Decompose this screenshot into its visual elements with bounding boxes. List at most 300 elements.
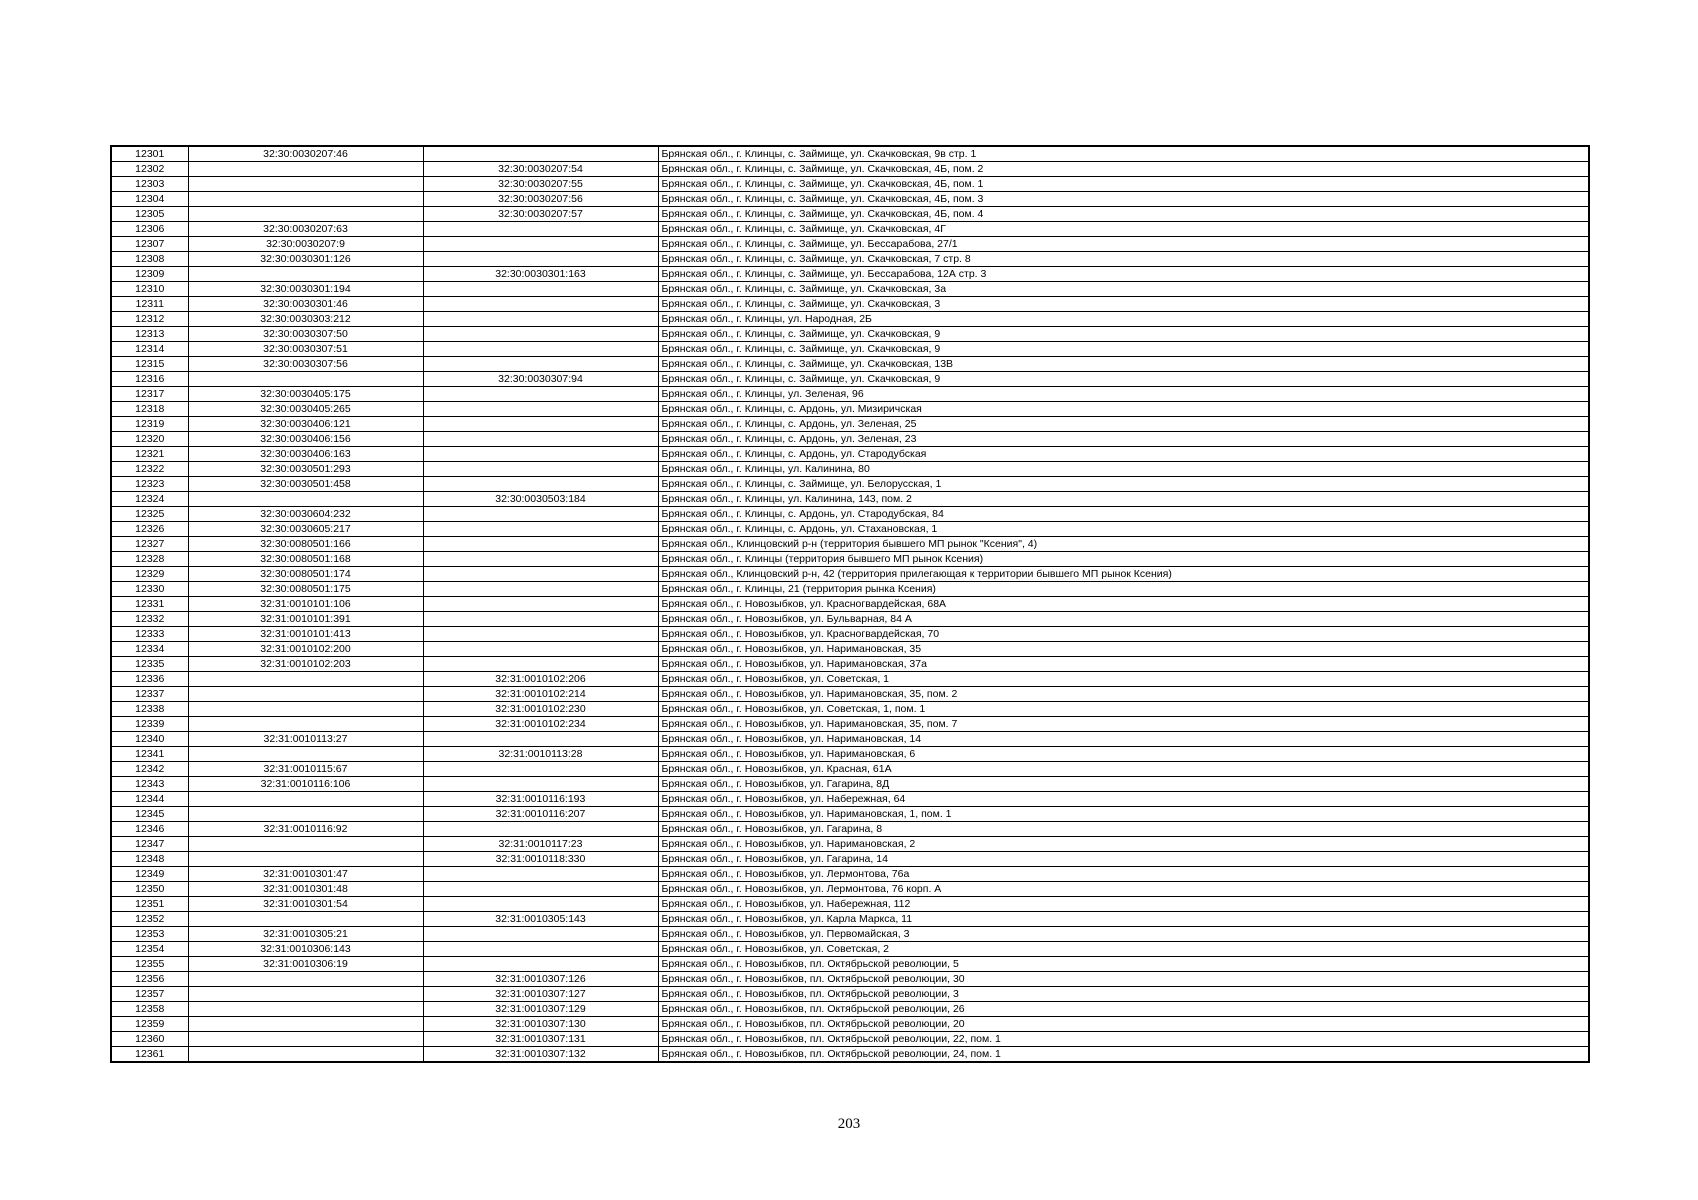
cadastral-number-cell: 32:30:0030207:63: [188, 222, 423, 237]
row-number-cell: 12322: [111, 462, 188, 477]
row-number-cell: 12333: [111, 627, 188, 642]
row-number-cell: 12325: [111, 507, 188, 522]
row-number-cell: 12344: [111, 792, 188, 807]
row-number-cell: 12352: [111, 912, 188, 927]
row-number-cell: 12309: [111, 267, 188, 282]
cadastral-number-cell: 32:30:0030406:163: [188, 447, 423, 462]
cadastral-number-alt-cell: [423, 462, 658, 477]
cadastral-number-alt-cell: 32:31:0010113:28: [423, 747, 658, 762]
table-row: [111, 972, 1589, 987]
cadastral-number-alt-cell: 32:31:0010116:207: [423, 807, 658, 822]
row-number-cell: 12314: [111, 342, 188, 357]
cadastral-number-alt-cell: [423, 417, 658, 432]
row-number-cell: 12320: [111, 432, 188, 447]
cadastral-number-cell: 32:31:0010101:106: [188, 597, 423, 612]
row-number-cell: 12347: [111, 837, 188, 852]
table-row: [111, 162, 1589, 177]
cadastral-number-alt-cell: 32:30:0030503:184: [423, 492, 658, 507]
address-cell: Брянская обл., г. Клинцы, с. Займище, ул. Скачковская, 9: [658, 327, 1589, 342]
address-cell: Брянская обл., г. Новозыбков, пл. Октябрьской революции, 5: [658, 957, 1589, 972]
row-number-cell: 12358: [111, 1002, 188, 1017]
table-row: [111, 942, 1589, 957]
cadastral-number-alt-cell: [423, 537, 658, 552]
address-cell: Брянская обл., г. Клинцы, ул. Зеленая, 96: [658, 387, 1589, 402]
cadastral-number-cell: 32:30:0030303:212: [188, 312, 423, 327]
table-row: [111, 882, 1589, 897]
row-number-cell: 12326: [111, 522, 188, 537]
cadastral-number-alt-cell: [423, 312, 658, 327]
table-row: [111, 867, 1589, 882]
address-cell: Брянская обл., г. Клинцы, с. Ардонь, ул. Зеленая, 23: [658, 432, 1589, 447]
table-row: [111, 957, 1589, 972]
address-cell: Брянская обл., г. Клинцы, с. Займище, ул. Скачковская, 3а: [658, 282, 1589, 297]
cadastral-number-cell: 32:30:0030405:265: [188, 402, 423, 417]
row-number-cell: 12332: [111, 612, 188, 627]
row-number-cell: 12331: [111, 597, 188, 612]
cadastral-number-alt-cell: [423, 237, 658, 252]
table-row: [111, 897, 1589, 912]
address-cell: Брянская обл., г. Клинцы, с. Займище, ул. Скачковская, 9: [658, 342, 1589, 357]
cadastral-number-cell: [188, 1032, 423, 1047]
cadastral-number-cell: 32:31:0010305:21: [188, 927, 423, 942]
row-number-cell: 12307: [111, 237, 188, 252]
row-number-cell: 12328: [111, 552, 188, 567]
address-cell: Брянская обл., г. Новозыбков, пл. Октябрьской революции, 20: [658, 1017, 1589, 1032]
cadastral-number-alt-cell: 32:30:0030307:94: [423, 372, 658, 387]
cadastral-number-alt-cell: 32:30:0030207:55: [423, 177, 658, 192]
row-number-cell: 12359: [111, 1017, 188, 1032]
address-cell: Брянская обл., г. Клинцы, с. Ардонь, ул. Стародубская: [658, 447, 1589, 462]
table-row: [111, 912, 1589, 927]
registry-table-body: [111, 146, 1589, 1062]
cadastral-number-alt-cell: [423, 252, 658, 267]
row-number-cell: 12350: [111, 882, 188, 897]
row-number-cell: 12351: [111, 897, 188, 912]
table-row: [111, 297, 1589, 312]
cadastral-number-alt-cell: 32:31:0010307:130: [423, 1017, 658, 1032]
row-number-cell: 12361: [111, 1047, 188, 1063]
row-number-cell: 12316: [111, 372, 188, 387]
cadastral-number-cell: 32:31:0010301:47: [188, 867, 423, 882]
cadastral-number-alt-cell: 32:31:0010307:129: [423, 1002, 658, 1017]
cadastral-number-alt-cell: 32:31:0010102:230: [423, 702, 658, 717]
row-number-cell: 12319: [111, 417, 188, 432]
table-row: [111, 687, 1589, 702]
row-number-cell: 12338: [111, 702, 188, 717]
table-row: [111, 417, 1589, 432]
cadastral-number-alt-cell: 32:31:0010307:132: [423, 1047, 658, 1063]
address-cell: Брянская обл., г. Новозыбков, ул. Советская, 1, пом. 1: [658, 702, 1589, 717]
row-number-cell: 12303: [111, 177, 188, 192]
address-cell: Брянская обл., г. Новозыбков, пл. Октябрьской революции, 3: [658, 987, 1589, 1002]
cadastral-number-alt-cell: 32:30:0030207:56: [423, 192, 658, 207]
row-number-cell: 12357: [111, 987, 188, 1002]
address-cell: Брянская обл., г. Клинцы, с. Займище, ул. Скачковская, 4Б, пом. 1: [658, 177, 1589, 192]
address-cell: Брянская обл., г. Новозыбков, ул. Гагарина, 14: [658, 852, 1589, 867]
table-row: [111, 642, 1589, 657]
row-number-cell: 12335: [111, 657, 188, 672]
address-cell: Брянская обл., г. Новозыбков, пл. Октябрьской революции, 24, пом. 1: [658, 1047, 1589, 1063]
cadastral-number-cell: 32:30:0030301:194: [188, 282, 423, 297]
cadastral-number-cell: 32:31:0010301:54: [188, 897, 423, 912]
table-row: [111, 597, 1589, 612]
cadastral-number-cell: [188, 852, 423, 867]
cadastral-number-cell: 32:30:0030406:156: [188, 432, 423, 447]
row-number-cell: 12346: [111, 822, 188, 837]
cadastral-number-cell: [188, 687, 423, 702]
cadastral-number-alt-cell: 32:31:0010307:126: [423, 972, 658, 987]
address-cell: Брянская обл., г. Новозыбков, ул. Бульварная, 84 А: [658, 612, 1589, 627]
address-cell: Брянская обл., г. Клинцы, с. Займище, ул. Белорусская, 1: [658, 477, 1589, 492]
address-cell: Брянская обл., г. Новозыбков, ул. Наримановская, 35: [658, 642, 1589, 657]
table-row: [111, 1032, 1589, 1047]
cadastral-number-cell: [188, 837, 423, 852]
cadastral-number-cell: [188, 207, 423, 222]
row-number-cell: 12342: [111, 762, 188, 777]
cadastral-number-alt-cell: [423, 612, 658, 627]
row-number-cell: 12355: [111, 957, 188, 972]
cadastral-number-alt-cell: [423, 897, 658, 912]
cadastral-number-alt-cell: [423, 582, 658, 597]
cadastral-number-alt-cell: 32:31:0010118:330: [423, 852, 658, 867]
cadastral-number-cell: [188, 702, 423, 717]
cadastral-number-alt-cell: [423, 927, 658, 942]
table-row: [111, 252, 1589, 267]
cadastral-number-cell: 32:30:0030301:46: [188, 297, 423, 312]
row-number-cell: 12349: [111, 867, 188, 882]
table-row: [111, 792, 1589, 807]
row-number-cell: 12324: [111, 492, 188, 507]
table-row: [111, 987, 1589, 1002]
cadastral-number-cell: [188, 492, 423, 507]
row-number-cell: 12317: [111, 387, 188, 402]
row-number-cell: 12305: [111, 207, 188, 222]
cadastral-number-cell: 32:30:0030207:9: [188, 237, 423, 252]
table-row: [111, 582, 1589, 597]
cadastral-number-alt-cell: [423, 387, 658, 402]
cadastral-number-alt-cell: 32:31:0010305:143: [423, 912, 658, 927]
row-number-cell: 12301: [111, 146, 188, 162]
cadastral-number-cell: 32:30:0080501:168: [188, 552, 423, 567]
address-cell: Брянская обл., г. Новозыбков, ул. Советская, 2: [658, 942, 1589, 957]
cadastral-number-cell: 32:30:0030307:51: [188, 342, 423, 357]
address-cell: Брянская обл., г. Клинцы, с. Займище, ул. Бессарабова, 12А стр. 3: [658, 267, 1589, 282]
table-row: [111, 1047, 1589, 1063]
row-number-cell: 12306: [111, 222, 188, 237]
table-row: [111, 312, 1589, 327]
cadastral-number-cell: 32:30:0030405:175: [188, 387, 423, 402]
table-row: [111, 477, 1589, 492]
registry-table: [110, 145, 1590, 1063]
cadastral-number-cell: 32:31:0010101:413: [188, 627, 423, 642]
address-cell: Брянская обл., Клинцовский р-н (территория бывшего МП рынок "Ксения", 4): [658, 537, 1589, 552]
table-row: [111, 387, 1589, 402]
cadastral-number-cell: [188, 747, 423, 762]
row-number-cell: 12354: [111, 942, 188, 957]
cadastral-number-alt-cell: 32:31:0010116:193: [423, 792, 658, 807]
cadastral-number-alt-cell: [423, 567, 658, 582]
cadastral-number-cell: [188, 792, 423, 807]
address-cell: Брянская обл., г. Клинцы, с. Займище, ул. Скачковская, 9в стр. 1: [658, 146, 1589, 162]
cadastral-number-alt-cell: [423, 447, 658, 462]
table-row: [111, 447, 1589, 462]
table-row: [111, 207, 1589, 222]
address-cell: Брянская обл., г. Новозыбков, ул. Красная, 61А: [658, 762, 1589, 777]
row-number-cell: 12304: [111, 192, 188, 207]
cadastral-number-alt-cell: [423, 627, 658, 642]
address-cell: Брянская обл., г. Клинцы, с. Ардонь, ул. Стародубская, 84: [658, 507, 1589, 522]
table-row: [111, 146, 1589, 162]
address-cell: Брянская обл., г. Новозыбков, ул. Советская, 1: [658, 672, 1589, 687]
table-row: [111, 837, 1589, 852]
row-number-cell: 12336: [111, 672, 188, 687]
table-row: [111, 567, 1589, 582]
cadastral-number-cell: 32:30:0030501:293: [188, 462, 423, 477]
row-number-cell: 12345: [111, 807, 188, 822]
table-row: [111, 717, 1589, 732]
table-row: [111, 522, 1589, 537]
address-cell: Брянская обл., г. Новозыбков, ул. Карла Маркса, 11: [658, 912, 1589, 927]
table-row: [111, 492, 1589, 507]
row-number-cell: 12302: [111, 162, 188, 177]
table-row: [111, 1002, 1589, 1017]
address-cell: Брянская обл., г. Клинцы, с. Займище, ул. Скачковская, 13В: [658, 357, 1589, 372]
table-row: [111, 267, 1589, 282]
cadastral-number-cell: 32:30:0080501:175: [188, 582, 423, 597]
row-number-cell: 12321: [111, 447, 188, 462]
address-cell: Брянская обл., г. Клинцы (территория бывшего МП рынок Ксения): [658, 552, 1589, 567]
table-row: [111, 807, 1589, 822]
cadastral-number-alt-cell: [423, 327, 658, 342]
table-row: [111, 747, 1589, 762]
address-cell: Брянская обл., г. Клинцы, с. Ардонь, ул. Стахановская, 1: [658, 522, 1589, 537]
cadastral-number-cell: 32:30:0030307:56: [188, 357, 423, 372]
cadastral-number-alt-cell: [423, 282, 658, 297]
address-cell: Брянская обл., г. Новозыбков, ул. Гагарина, 8Д: [658, 777, 1589, 792]
cadastral-number-alt-cell: [423, 432, 658, 447]
cadastral-number-alt-cell: [423, 552, 658, 567]
cadastral-number-alt-cell: 32:31:0010307:127: [423, 987, 658, 1002]
cadastral-number-alt-cell: 32:31:0010102:214: [423, 687, 658, 702]
row-number-cell: 12330: [111, 582, 188, 597]
cadastral-number-cell: [188, 192, 423, 207]
table-row: [111, 1017, 1589, 1032]
cadastral-number-cell: 32:30:0030301:126: [188, 252, 423, 267]
cadastral-number-cell: [188, 1002, 423, 1017]
row-number-cell: 12340: [111, 732, 188, 747]
cadastral-number-alt-cell: 32:30:0030301:163: [423, 267, 658, 282]
cadastral-number-alt-cell: [423, 642, 658, 657]
table-row: [111, 537, 1589, 552]
table-row: [111, 762, 1589, 777]
table-row: [111, 732, 1589, 747]
cadastral-number-alt-cell: [423, 942, 658, 957]
table-row: [111, 777, 1589, 792]
page-number: 203: [837, 1116, 861, 1132]
address-cell: Брянская обл., г. Клинцы, с. Займище, ул. Скачковская, 4Б, пом. 3: [658, 192, 1589, 207]
table-row: [111, 372, 1589, 387]
address-cell: Брянская обл., Клинцовский р-н, 42 (территория прилегающая к территории бывшего МП рынок Ксения): [658, 567, 1589, 582]
cadastral-number-cell: 32:31:0010306:143: [188, 942, 423, 957]
cadastral-number-alt-cell: [423, 297, 658, 312]
cadastral-number-cell: [188, 807, 423, 822]
table-row: [111, 327, 1589, 342]
table-row: [111, 237, 1589, 252]
row-number-cell: 12337: [111, 687, 188, 702]
cadastral-number-cell: 32:31:0010301:48: [188, 882, 423, 897]
row-number-cell: 12323: [111, 477, 188, 492]
table-row: [111, 462, 1589, 477]
cadastral-number-cell: [188, 162, 423, 177]
address-cell: Брянская обл., г. Клинцы, ул. Калинина, 143, пом. 2: [658, 492, 1589, 507]
cadastral-number-cell: 32:31:0010113:27: [188, 732, 423, 747]
table-row: [111, 702, 1589, 717]
cadastral-number-alt-cell: 32:31:0010102:234: [423, 717, 658, 732]
address-cell: Брянская обл., г. Новозыбков, ул. Первомайская, 3: [658, 927, 1589, 942]
address-cell: Брянская обл., г. Новозыбков, ул. Набережная, 112: [658, 897, 1589, 912]
cadastral-number-alt-cell: [423, 522, 658, 537]
address-cell: Брянская обл., г. Клинцы, с. Ардонь, ул. Зеленая, 25: [658, 417, 1589, 432]
row-number-cell: 12356: [111, 972, 188, 987]
cadastral-number-cell: 32:30:0030207:46: [188, 146, 423, 162]
table-row: [111, 627, 1589, 642]
cadastral-number-cell: 32:31:0010101:391: [188, 612, 423, 627]
table-row: [111, 342, 1589, 357]
cadastral-number-cell: [188, 267, 423, 282]
row-number-cell: 12318: [111, 402, 188, 417]
table-row: [111, 612, 1589, 627]
cadastral-number-cell: [188, 372, 423, 387]
address-cell: Брянская обл., г. Новозыбков, ул. Наримановская, 35, пом. 2: [658, 687, 1589, 702]
table-row: [111, 402, 1589, 417]
cadastral-number-alt-cell: [423, 882, 658, 897]
address-cell: Брянская обл., г. Новозыбков, пл. Октябрьской революции, 30: [658, 972, 1589, 987]
row-number-cell: 12353: [111, 927, 188, 942]
address-cell: Брянская обл., г. Клинцы, с. Займище, ул. Скачковская, 9: [658, 372, 1589, 387]
address-cell: Брянская обл., г. Клинцы, с. Займище, ул. Бессарабова, 27/1: [658, 237, 1589, 252]
cadastral-number-cell: [188, 987, 423, 1002]
cadastral-number-alt-cell: [423, 507, 658, 522]
cadastral-number-alt-cell: 32:30:0030207:54: [423, 162, 658, 177]
cadastral-number-alt-cell: [423, 957, 658, 972]
address-cell: Брянская обл., г. Новозыбков, ул. Наримановская, 37а: [658, 657, 1589, 672]
row-number-cell: 12360: [111, 1032, 188, 1047]
cadastral-number-cell: 32:31:0010102:203: [188, 657, 423, 672]
address-cell: Брянская обл., г. Клинцы, ул. Калинина, 80: [658, 462, 1589, 477]
address-cell: Брянская обл., г. Клинцы, с. Займище, ул. Скачковская, 4Г: [658, 222, 1589, 237]
address-cell: Брянская обл., г. Клинцы, с. Ардонь, ул. Мизиричская: [658, 402, 1589, 417]
address-cell: Брянская обл., г. Клинцы, 21 (территория рынка Ксения): [658, 582, 1589, 597]
cadastral-number-alt-cell: 32:30:0030207:57: [423, 207, 658, 222]
address-cell: Брянская обл., г. Новозыбков, ул. Наримановская, 35, пом. 7: [658, 717, 1589, 732]
cadastral-number-alt-cell: 32:31:0010102:206: [423, 672, 658, 687]
address-cell: Брянская обл., г. Клинцы, с. Займище, ул. Скачковская, 3: [658, 297, 1589, 312]
cadastral-number-alt-cell: [423, 342, 658, 357]
address-cell: Брянская обл., г. Новозыбков, ул. Набережная, 64: [658, 792, 1589, 807]
cadastral-number-alt-cell: [423, 657, 658, 672]
address-cell: Брянская обл., г. Новозыбков, ул. Наримановская, 2: [658, 837, 1589, 852]
address-cell: Брянская обл., г. Новозыбков, ул. Лермонтова, 76 корп. А: [658, 882, 1589, 897]
address-cell: Брянская обл., г. Новозыбков, ул. Красногвардейская, 70: [658, 627, 1589, 642]
row-number-cell: 12311: [111, 297, 188, 312]
row-number-cell: 12348: [111, 852, 188, 867]
cadastral-number-alt-cell: [423, 822, 658, 837]
cadastral-number-alt-cell: [423, 732, 658, 747]
cadastral-number-cell: [188, 1017, 423, 1032]
cadastral-number-alt-cell: [423, 597, 658, 612]
address-cell: Брянская обл., г. Клинцы, с. Займище, ул. Скачковская, 7 стр. 8: [658, 252, 1589, 267]
address-cell: Брянская обл., г. Новозыбков, ул. Гагарина, 8: [658, 822, 1589, 837]
table-row: [111, 672, 1589, 687]
cadastral-number-cell: 32:30:0030605:217: [188, 522, 423, 537]
cadastral-number-cell: [188, 912, 423, 927]
row-number-cell: 12341: [111, 747, 188, 762]
row-number-cell: 12308: [111, 252, 188, 267]
cadastral-number-alt-cell: [423, 777, 658, 792]
address-cell: Брянская обл., г. Новозыбков, ул. Наримановская, 6: [658, 747, 1589, 762]
table-row: [111, 822, 1589, 837]
address-cell: Брянская обл., г. Клинцы, с. Займище, ул. Скачковская, 4Б, пом. 4: [658, 207, 1589, 222]
cadastral-number-cell: 32:31:0010306:19: [188, 957, 423, 972]
table-row: [111, 282, 1589, 297]
table-row: [111, 177, 1589, 192]
cadastral-number-cell: 32:31:0010102:200: [188, 642, 423, 657]
cadastral-number-cell: 32:30:0030406:121: [188, 417, 423, 432]
cadastral-number-cell: [188, 972, 423, 987]
cadastral-number-alt-cell: [423, 357, 658, 372]
cadastral-number-alt-cell: [423, 146, 658, 162]
row-number-cell: 12327: [111, 537, 188, 552]
table-row: [111, 507, 1589, 522]
row-number-cell: 12329: [111, 567, 188, 582]
cadastral-number-cell: 32:30:0030307:50: [188, 327, 423, 342]
table-row: [111, 657, 1589, 672]
table-row: [111, 552, 1589, 567]
cadastral-number-cell: [188, 177, 423, 192]
address-cell: Брянская обл., г. Клинцы, с. Займище, ул. Скачковская, 4Б, пом. 2: [658, 162, 1589, 177]
table-row: [111, 432, 1589, 447]
cadastral-number-cell: 32:30:0030604:232: [188, 507, 423, 522]
cadastral-number-cell: 32:30:0030501:458: [188, 477, 423, 492]
cadastral-number-alt-cell: [423, 477, 658, 492]
address-cell: Брянская обл., г. Клинцы, ул. Народная, 2Б: [658, 312, 1589, 327]
address-cell: Брянская обл., г. Новозыбков, ул. Наримановская, 1, пом. 1: [658, 807, 1589, 822]
cadastral-number-alt-cell: [423, 222, 658, 237]
address-cell: Брянская обл., г. Новозыбков, пл. Октябрьской революции, 22, пом. 1: [658, 1032, 1589, 1047]
cadastral-number-cell: 32:31:0010116:106: [188, 777, 423, 792]
row-number-cell: 12334: [111, 642, 188, 657]
table-row: [111, 927, 1589, 942]
table-row: [111, 357, 1589, 372]
row-number-cell: 12313: [111, 327, 188, 342]
address-cell: Брянская обл., г. Новозыбков, ул. Красногвардейская, 68А: [658, 597, 1589, 612]
cadastral-number-alt-cell: [423, 762, 658, 777]
address-cell: Брянская обл., г. Новозыбков, ул. Наримановская, 14: [658, 732, 1589, 747]
table-row: [111, 222, 1589, 237]
row-number-cell: 12310: [111, 282, 188, 297]
cadastral-number-cell: [188, 672, 423, 687]
address-cell: Брянская обл., г. Новозыбков, пл. Октябрьской революции, 26: [658, 1002, 1589, 1017]
cadastral-number-alt-cell: [423, 402, 658, 417]
cadastral-number-cell: 32:31:0010116:92: [188, 822, 423, 837]
cadastral-number-cell: 32:30:0080501:174: [188, 567, 423, 582]
cadastral-number-cell: [188, 1047, 423, 1063]
table-row: [111, 192, 1589, 207]
row-number-cell: 12339: [111, 717, 188, 732]
cadastral-number-cell: 32:31:0010115:67: [188, 762, 423, 777]
cadastral-number-alt-cell: 32:31:0010307:131: [423, 1032, 658, 1047]
table-row: [111, 852, 1589, 867]
